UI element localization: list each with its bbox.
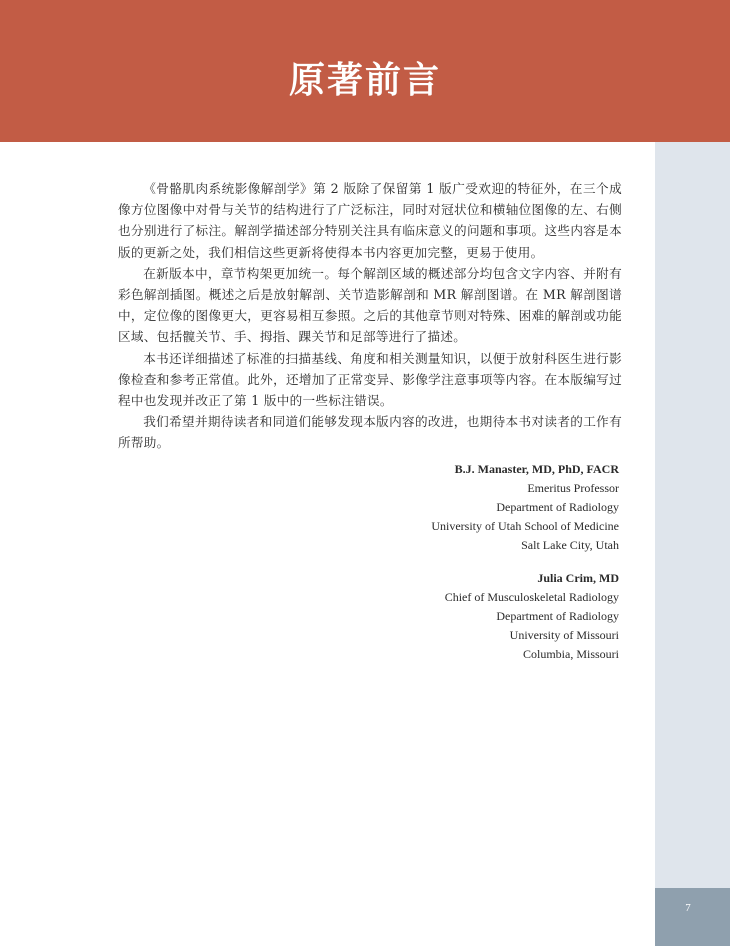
author-department: Department of Radiology bbox=[496, 500, 619, 514]
author-title: Emeritus Professor bbox=[527, 481, 619, 495]
author-department: Department of Radiology bbox=[496, 609, 619, 623]
author-signature-crim bbox=[445, 569, 619, 664]
paragraph-1: 《骨骼肌肉系统影像解剖学》第 2 版除了保留第 1 版广受欢迎的特征外，在三个成像方位图像中对骨与关节的结构进行了广泛标注，同时对冠状位和横轴位图像的左、右侧也分别进行了标注。解剖学描述部分特别关注具有临床意义的问题和事项。这些内容是本版的更新之处，我们相信这些更新将使得本书内容更加完整，更易于使用。 bbox=[118, 181, 622, 260]
author-institution: University of Missouri bbox=[509, 628, 619, 642]
page-number: 7 bbox=[685, 902, 691, 914]
author-signature-manaster bbox=[431, 460, 619, 555]
paragraph-2: 在新版本中，章节构架更加统一。每个解剖区域的概述部分均包含文字内容、并附有彩色解剖插图。概述之后是放射解剖、关节造影解剖和 MR 解剖图谱。在 MR 解剖图谱中，定位像的图像更大，更容易相互参照。之后的其他章节则对特殊、困难的解剖或功能区域、包括髋关节、手、拇指、踝关节和足部等进行了描述。 bbox=[118, 265, 622, 345]
side-strip bbox=[655, 142, 730, 888]
author-location: Salt Lake City, Utah bbox=[521, 538, 619, 552]
author-location: Columbia, Missouri bbox=[522, 647, 619, 661]
preface-body bbox=[118, 178, 622, 454]
author-title: Chief of Musculoskeletal Radiology bbox=[444, 590, 619, 604]
author-institution: University of Utah School of Medicine bbox=[431, 519, 619, 533]
paragraph-3: 本书还详细描述了标准的扫描基线、角度和相关测量知识，以便于放射科医生进行影像检查和参考正常值。此外，还增加了正常变异、影像学注意事项等内容。在本版编写过程中也发现并改正了第 1 版中的一些标注错误。 bbox=[118, 350, 622, 409]
author-name: B.J. Manaster, MD, PhD, FACR bbox=[454, 462, 619, 476]
page-title: 原著前言 bbox=[288, 59, 441, 101]
paragraph-4: 我们希望并期待读者和同道们能够发现本版内容的改进，也期待本书对读者的工作有所帮助。 bbox=[118, 414, 622, 451]
page-number-tab bbox=[655, 888, 730, 946]
author-name: Julia Crim, MD bbox=[537, 571, 619, 585]
